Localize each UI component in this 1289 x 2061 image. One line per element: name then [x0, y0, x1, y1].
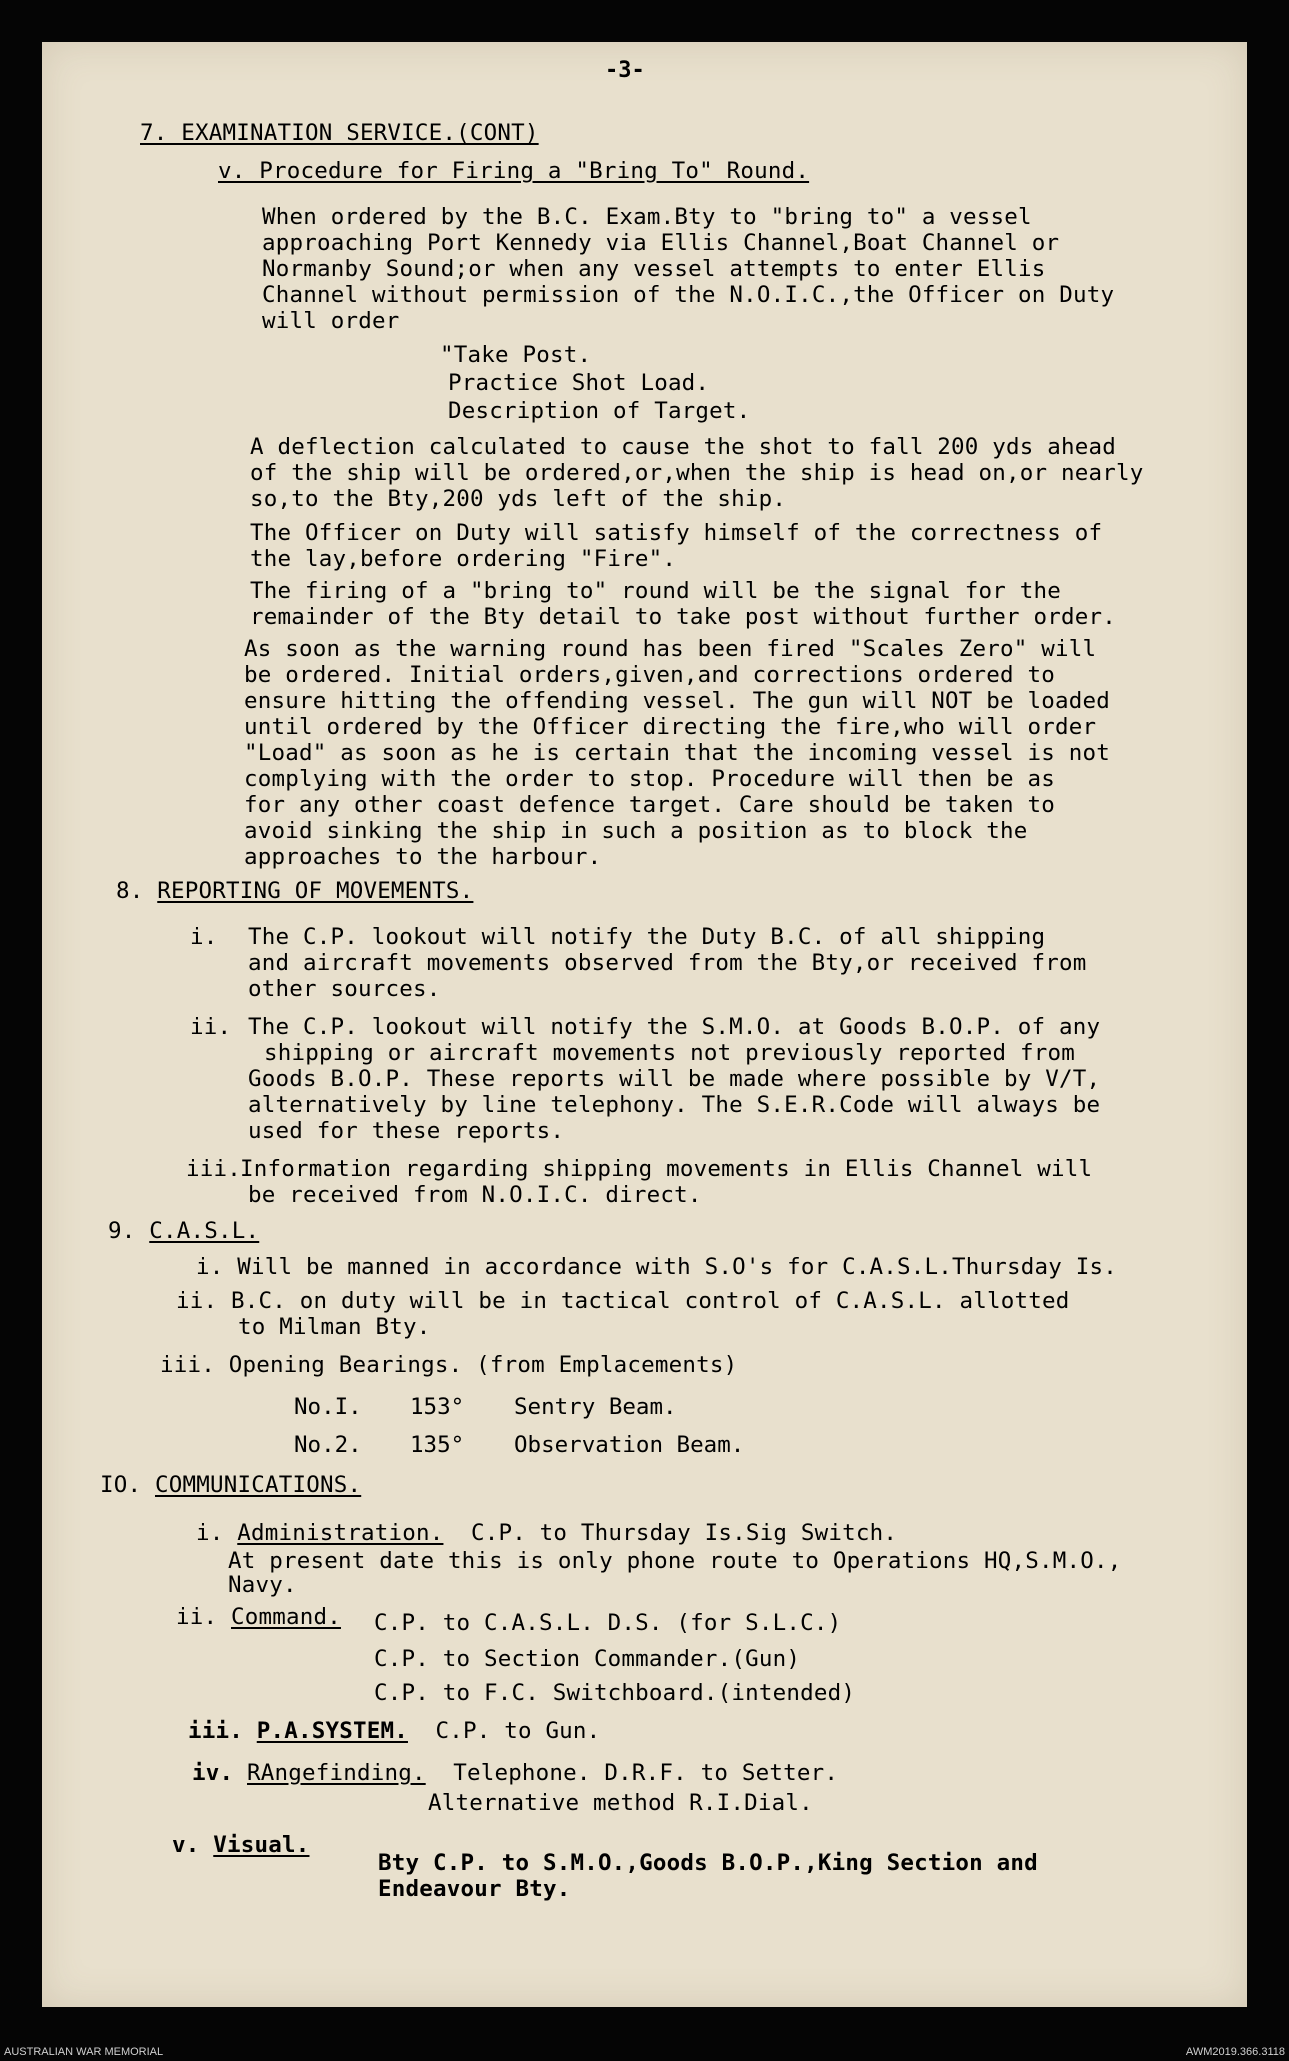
section7-para1-line: When ordered by the B.C. Exam.Bty to "bring to" a vessel	[262, 204, 1032, 230]
comm-item-iii: iii. P.A.SYSTEM. C.P. to Gun.	[188, 1718, 601, 1744]
bearing-number: No.I.	[294, 1394, 362, 1420]
section8-item-i-line: other sources.	[248, 976, 441, 1002]
footer-credit: AUSTRALIAN WAR MEMORIAL	[4, 2046, 164, 2058]
section7-para1-line: will order	[262, 308, 400, 334]
comm-item-i: i. Administration. C.P. to Thursday Is.Sig Switch.	[196, 1520, 898, 1546]
section7-para4-line: remainder of the Bty detail to take post without further order.	[250, 604, 1117, 630]
section8-item-number: i.	[190, 924, 218, 950]
comm-item-ii: ii. Command.	[176, 1604, 341, 1630]
bearing-row	[294, 1394, 677, 1420]
section7-para5-line: approaches to the harbour.	[244, 844, 602, 870]
section9-item-ii-line: ii. B.C. on duty will be in tactical control of C.A.S.L. allotted	[176, 1288, 1070, 1314]
comm-item-iv-cont: Alternative method R.I.Dial.	[428, 1790, 813, 1816]
section7-para3-line: the lay,before ordering "Fire".	[250, 546, 677, 572]
section7-para3-line: The Officer on Duty will satisfy himself of the correctness of	[250, 520, 1103, 546]
section8-item-ii-line: alternatively by line telephony. The S.E.R.Code will always be	[248, 1092, 1101, 1118]
section7-para5-line: be ordered. Initial orders,given,and corrections ordered to	[244, 662, 1056, 688]
section7-para5-line: complying with the order to stop. Procedure will then be as	[244, 766, 1056, 792]
comm-item-i-cont: At present date this is only phone route to Operations HQ,S.M.O.,	[228, 1548, 1122, 1574]
bearing-name: Observation Beam.	[514, 1432, 745, 1458]
comm-item-ii-line: C.P. to Section Commander.(Gun)	[374, 1646, 801, 1672]
section8-item-ii-line: shipping or aircraft movements not previously reported from	[264, 1040, 1076, 1066]
section9-item-i: i. Will be manned in accordance with S.O's for C.A.S.L.Thursday Is.	[196, 1254, 1117, 1280]
section7-para5-line: for any other coast defence target. Care should be taken to	[244, 792, 1056, 818]
section8-item-iii-line: be received from N.O.I.C. direct.	[248, 1182, 702, 1208]
comm-item-i-cont: Navy.	[228, 1572, 297, 1598]
comm-item-v-line: Bty C.P. to S.M.O.,Goods B.O.P.,King Section and	[378, 1850, 1038, 1876]
page-number: -3-	[605, 58, 645, 83]
comm-item-v-line: Endeavour Bty.	[378, 1876, 571, 1902]
bearing-name: Sentry Beam.	[514, 1394, 677, 1420]
section7-heading: 7. EXAMINATION SERVICE.(CONT)	[140, 120, 539, 146]
bearing-row	[294, 1432, 744, 1458]
section9-item-ii-line: to Milman Bty.	[238, 1314, 431, 1340]
section7-para5-line: As soon as the warning round has been fired "Scales Zero" will	[244, 636, 1097, 662]
section7-order-line: Practice Shot Load.	[448, 370, 710, 396]
section7-para2-line: A deflection calculated to cause the shot to fall 200 yds ahead	[250, 434, 1117, 460]
section7-para4-line: The firing of a "bring to" round will be the signal for the	[250, 578, 1062, 604]
section7-para1-line: Channel without permission of the N.O.I.C.,the Officer on Duty	[262, 282, 1115, 308]
section7-subheading: v. Procedure for Firing a "Bring To" Round.	[218, 158, 810, 184]
comm-item-ii-line: C.P. to F.C. Switchboard.(intended)	[374, 1680, 856, 1706]
section10-heading: IO. COMMUNICATIONS.	[100, 1472, 362, 1498]
section8-item-i-line: The C.P. lookout will notify the Duty B.C. of all shipping	[248, 924, 1046, 950]
section7-para1-line: Normanby Sound;or when any vessel attempts to enter Ellis	[262, 256, 1046, 282]
section9-item-iii: iii. Opening Bearings. (from Emplacements)	[160, 1352, 738, 1378]
section7-para2-line: so,to the Bty,200 yds left of the ship.	[250, 486, 787, 512]
section7-para2-line: of the ship will be ordered,or,when the ship is head on,or nearly	[250, 460, 1144, 486]
section7-para1-line: approaching Port Kennedy via Ellis Channel,Boat Channel or	[262, 230, 1060, 256]
section8-item-number: ii.	[190, 1014, 232, 1040]
section7-para5-line: "Load" as soon as he is certain that the incoming vessel is not	[244, 740, 1111, 766]
section8-heading: 8. REPORTING OF MOVEMENTS.	[116, 878, 474, 904]
section9-heading: 9. C.A.S.L.	[108, 1218, 260, 1244]
section8-item-iii-line: Information regarding shipping movements in Ellis Channel will	[240, 1156, 1093, 1182]
section7-para5-line: ensure hitting the offending vessel. The gun will NOT be loaded	[244, 688, 1111, 714]
section7-para5-line: until ordered by the Officer directing the fire,who will order	[244, 714, 1097, 740]
comm-item-iv: iv. RAngefinding. Telephone. D.R.F. to Setter.	[192, 1760, 839, 1786]
section8-item-ii-line: used for these reports.	[248, 1118, 565, 1144]
section8-item-number: iii.	[186, 1156, 241, 1182]
section8-item-ii-line: The C.P. lookout will notify the S.M.O. at Goods B.O.P. of any	[248, 1014, 1101, 1040]
bearing-degrees: 135°	[410, 1432, 465, 1458]
footer-reference: AWM2019.366.3118	[1185, 2046, 1285, 2058]
bearing-degrees: 153°	[410, 1394, 465, 1420]
section7-order-line: Description of Target.	[448, 398, 751, 424]
bearing-number: No.2.	[294, 1432, 362, 1458]
section7-para5-line: avoid sinking the ship in such a position as to block the	[244, 818, 1028, 844]
section8-item-ii-line: Goods B.O.P. These reports will be made where possible by V/T,	[248, 1066, 1101, 1092]
section7-order-line: "Take Post.	[440, 342, 592, 368]
comm-item-ii-line: C.P. to C.A.S.L. D.S. (for S.L.C.)	[374, 1610, 842, 1636]
comm-item-v: v. Visual.	[172, 1832, 310, 1858]
section8-item-i-line: and aircraft movements observed from the Bty,or received from	[248, 950, 1087, 976]
